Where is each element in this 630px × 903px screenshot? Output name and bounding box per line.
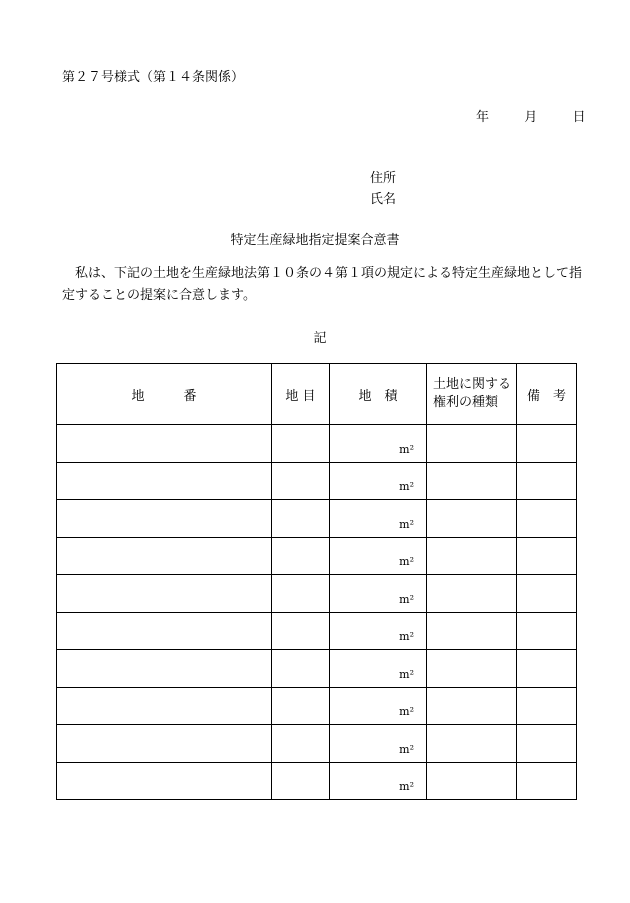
table-row: [57, 537, 577, 575]
table-row: [57, 725, 577, 763]
date-month-label: 月: [524, 110, 538, 125]
form-number: 第２７号様式（第１４条関係）: [62, 70, 245, 85]
cell-remarks[interactable]: [517, 425, 577, 463]
cell-area[interactable]: [330, 650, 427, 688]
cell-area[interactable]: [330, 687, 427, 725]
area-unit-label: m²: [399, 555, 414, 568]
table-header-row: [57, 364, 577, 425]
table-row: [57, 762, 577, 800]
header-lot-number: 地 番: [57, 364, 272, 425]
table-row: [57, 575, 577, 613]
area-unit-label: m²: [399, 667, 414, 681]
date-day-label: 日: [572, 110, 586, 125]
cell-lot-number[interactable]: [57, 612, 272, 650]
area-unit-label: m²: [399, 442, 414, 456]
cell-area[interactable]: [330, 500, 427, 538]
table-row: [57, 687, 577, 725]
area-unit-label: m²: [399, 517, 414, 531]
cell-lot-number[interactable]: [57, 762, 272, 800]
cell-remarks[interactable]: [517, 762, 577, 800]
cell-area[interactable]: [330, 575, 427, 613]
cell-remarks[interactable]: [517, 462, 577, 500]
area-unit-label: m²: [399, 630, 414, 643]
cell-rights[interactable]: [427, 650, 517, 688]
cell-rights[interactable]: [427, 462, 517, 500]
cell-rights[interactable]: [427, 425, 517, 463]
cell-land-category[interactable]: [272, 425, 330, 463]
cell-rights[interactable]: [427, 575, 517, 613]
cell-rights[interactable]: [427, 612, 517, 650]
table-row: [57, 462, 577, 500]
cell-rights[interactable]: [427, 500, 517, 538]
date-line: [476, 106, 586, 125]
cell-lot-number[interactable]: [57, 575, 272, 613]
cell-rights[interactable]: [427, 762, 517, 800]
cell-land-category[interactable]: [272, 575, 330, 613]
cell-remarks[interactable]: [517, 537, 577, 575]
cell-rights[interactable]: [427, 725, 517, 763]
cell-lot-number[interactable]: [57, 725, 272, 763]
header-area: 地 積: [330, 364, 427, 425]
area-unit-label: m²: [399, 592, 414, 606]
body-text: 私は、下記の土地を生産緑地法第１０条の４第１項の規定による特定生産緑地として指定することの提案に合意します。: [62, 266, 583, 303]
area-unit-label: m²: [399, 780, 414, 793]
header-remarks: 備 考: [517, 364, 577, 425]
cell-remarks[interactable]: [517, 500, 577, 538]
table-row: [57, 650, 577, 688]
table-row: [57, 612, 577, 650]
date-year-label: 年: [476, 110, 490, 125]
table-row: [57, 425, 577, 463]
cell-lot-number[interactable]: [57, 462, 272, 500]
cell-land-category[interactable]: [272, 762, 330, 800]
land-table: [56, 363, 577, 800]
cell-area[interactable]: [330, 612, 427, 650]
header-land-category: 地 目: [272, 364, 330, 425]
cell-lot-number[interactable]: [57, 425, 272, 463]
cell-land-category[interactable]: [272, 725, 330, 763]
cell-remarks[interactable]: [517, 612, 577, 650]
cell-lot-number[interactable]: [57, 650, 272, 688]
cell-land-category[interactable]: [272, 612, 330, 650]
cell-remarks[interactable]: [517, 687, 577, 725]
cell-land-category[interactable]: [272, 462, 330, 500]
cell-land-category[interactable]: [272, 687, 330, 725]
cell-remarks[interactable]: [517, 575, 577, 613]
header-rights: 土地に関する権利の種類: [427, 364, 517, 425]
address-label: 住所: [370, 171, 397, 186]
area-unit-label: m²: [399, 705, 414, 718]
cell-land-category[interactable]: [272, 500, 330, 538]
cell-lot-number[interactable]: [57, 537, 272, 575]
area-unit-label: m²: [399, 742, 414, 756]
cell-rights[interactable]: [427, 687, 517, 725]
cell-area[interactable]: [330, 725, 427, 763]
area-unit-label: m²: [399, 480, 414, 493]
cell-area[interactable]: [330, 425, 427, 463]
cell-lot-number[interactable]: [57, 687, 272, 725]
cell-remarks[interactable]: [517, 725, 577, 763]
cell-rights[interactable]: [427, 537, 517, 575]
ki-heading: 記: [313, 331, 327, 346]
cell-land-category[interactable]: [272, 650, 330, 688]
cell-area[interactable]: [330, 537, 427, 575]
table-row: [57, 500, 577, 538]
name-label: 氏名: [370, 192, 397, 207]
cell-land-category[interactable]: [272, 537, 330, 575]
document-title: 特定生産緑地指定提案合意書: [230, 233, 400, 248]
cell-area[interactable]: [330, 462, 427, 500]
cell-lot-number[interactable]: [57, 500, 272, 538]
cell-area[interactable]: [330, 762, 427, 800]
cell-remarks[interactable]: [517, 650, 577, 688]
